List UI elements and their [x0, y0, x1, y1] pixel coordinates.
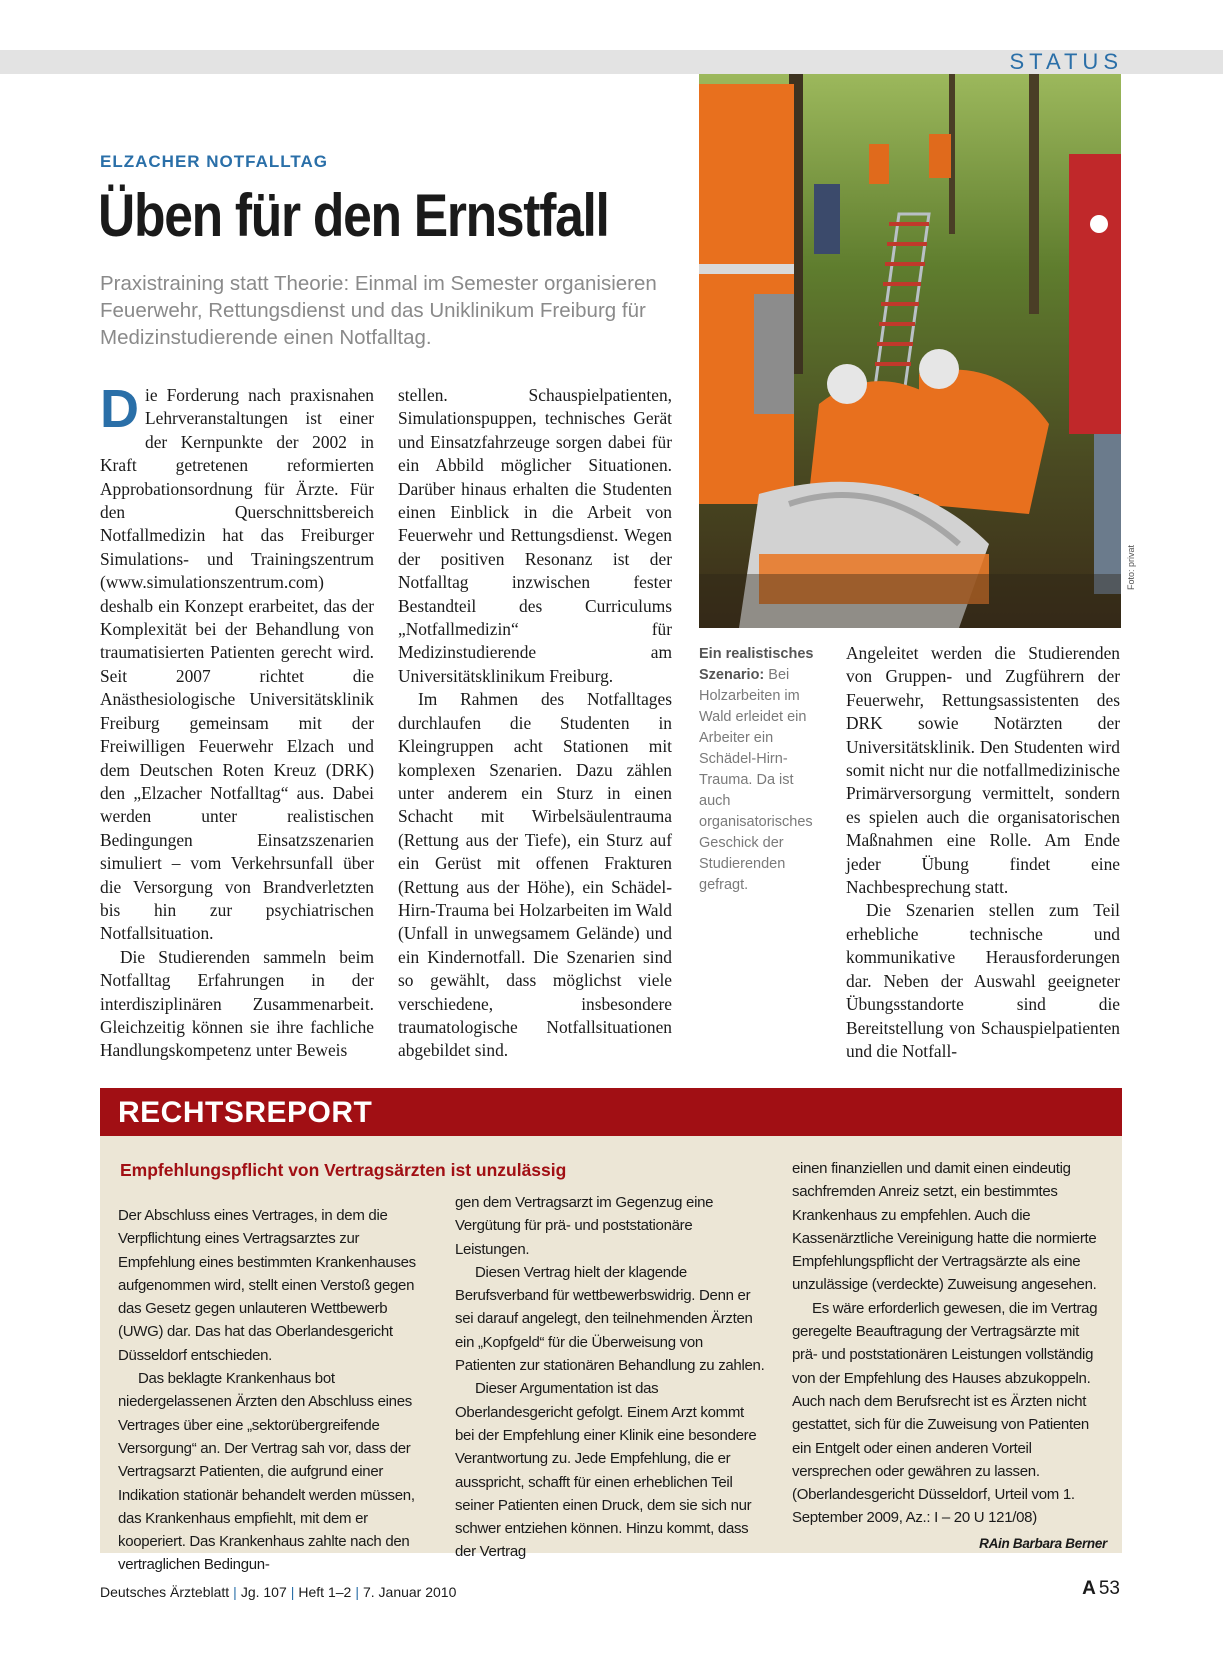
rechtsreport-paragraph: Der Abschluss eines Vertrages, in dem die Verpflichtung eines Vertragsarztes zur Empfehlung eines bestimmten Krankenhauses aufgenommen wird, stellt einen Verstoß gegen das Gesetz gegen unlauteren Wettbewerb (UWG) dar. Das hat das Oberlandesgericht Düsseldorf entschieden.: [118, 1207, 416, 1364]
article-paragraph: Die Szenarien stellen zum Teil erhebliche technische und kommunikative Herausforderungen dar. Neben der Auswahl geeigneter Übungsstandorte sind die Bereitstellung von Schauspielpatienten und die Notfall-: [846, 900, 1120, 1061]
journal-date: 7. Januar 2010: [362, 1584, 457, 1600]
article-headline: Üben für den Ernstfall: [98, 182, 609, 249]
paragraph-text: Es wäre erforderlich gewesen, die im Vertrag geregelte Beauftragung der Vertragsärzte mit prä- und poststationären Leistungen vollständig von der Empfehlung des Hauses abzukoppeln. Auch nach dem Berufsrecht ist es Ärzten nicht gestattet, sich für die Zuweisung von Patienten ein Entgelt oder einen anderen Vorteil versprechen oder gewähren zu lassen. (Oberlandesgericht Düsseldorf, Urteil vom 1. September 2009, Az.: I – 20 U 121/08): [792, 1299, 1098, 1527]
rechtsreport-paragraph: einen finanziellen und damit einen eindeutig sachfremden Anreiz setzt, ein bestimmtes Krankenhaus zu empfehlen. Auch die Kassenärztliche Vereinigung hatte die normierte Empfehlungspflicht der Vertragsärzte als eine unzulässige (verdeckte) Zuweisung angesehen.: [792, 1160, 1097, 1294]
page-footer: [100, 1584, 456, 1600]
section-label: STATUS: [1009, 49, 1123, 74]
rechtsreport-paragraph: Diesen Vertrag hielt der klagende Berufsverband für wettbewerbswidrig. Denn er sei darauf angelegt, den teilnehmenden Ärzten ein „Kopfgeld“ für die Überweisung von Patienten zur stationären Behandlung zu zahlen.: [455, 1263, 765, 1375]
rechtsreport-paragraph: Dieser Argumentation ist das Oberlandesgericht gefolgt. Einem Arzt kommt bei der Empfehlung einer Klinik eine besondere Verantwortung zu. Jede Empfehlung, die er ausspricht, schafft für einen erheblichen Teil seiner Patienten einen Druck, dem sie sich nur schwer entziehen können. Hinzu kommt, dass der Vertrag: [455, 1380, 757, 1561]
article-column-3: [846, 642, 1120, 1063]
rechtsreport-column-3: [792, 1157, 1107, 1555]
article-paragraph: Angeleitet werden die Studierenden von Gruppen- und Zugführern der Feuerwehr, Rettungsassistenten des DRK sowie Notärzten der Universitätsklinik. Den Studenten wird somit nicht nur die notfallmedizinische Primärversorgung vermittelt, sondern es spielen auch die organisatorischen Maßnahmen eine Rolle. Am Ende jeder Übung findet eine Nachbesprechung statt.: [846, 643, 1120, 898]
rechtsreport-column-1: [118, 1204, 428, 1577]
article-column-1: [100, 379, 374, 1063]
rechtsreport-paragraph: Das beklagte Krankenhaus bot niedergelassenen Ärzten den Abschluss eines Vertrages über eine „sektorübergreifende Versorgung“ an. Der Vertrag sah vor, dass der Vertragsarzt Patienten, die aufgrund einer Indikation stationär behandelt werden müssen, das Krankenhaus empfiehlt, mit dem er kooperiert. Das Krankenhaus zahlte nach den vertraglichen Bedingun-: [118, 1370, 415, 1574]
rechtsreport-title: RECHTSREPORT: [118, 1096, 373, 1129]
rechtsreport-subtitle: Empfehlungspflicht von Vertragsärzten ist unzulässig: [120, 1160, 567, 1180]
rechtsreport-column-2: [455, 1191, 765, 1564]
page-number-value: 53: [1098, 1578, 1120, 1599]
caption-text: Bei Holzarbeiten im Wald erleidet ein Arbeiter ein Schädel-Hirn-Trauma. Da ist auch organisatorisches Geschick der Studierenden gefragt.: [699, 667, 813, 893]
rechtsreport-paragraph: gen dem Vertragsarzt im Gegenzug eine Vergütung für prä- und poststationäre Leistungen.: [455, 1194, 714, 1258]
article-paragraph: Im Rahmen des Notfalltages durchlaufen die Studenten in Kleingruppen acht Stationen mit komplexen Szenarien. Dazu zählen unter anderem ein Sturz in einen Schacht mit Wirbelsäulentrauma (Rettung aus der Tiefe), ein Sturz auf ein Gerüst mit offenen Frakturen (Rettung aus der Höhe), ein Schädel-Hirn-Trauma bei Holzarbeiten im Wald (Unfall in unwegsamem Gelände) und ein Kindernotfall. Die Szenarien sind so gewählt, dass möglichst viele verschiedene, insbesondere traumatologische Notfallsituationen abgebildet sind.: [398, 689, 672, 1061]
article-paragraph: Die Studierenden sammeln beim Notfalltag Erfahrungen in der interdisziplinären Zusammenarbeit. Gleichzeitig können sie ihre fachliche Handlungskompetenz unter Beweis: [100, 946, 374, 1061]
drop-cap: D: [100, 379, 139, 439]
photo-credit: Foto: privat: [1126, 544, 1136, 590]
page-prefix: A: [1082, 1578, 1096, 1599]
article-paragraph: stellen. Schauspielpatienten, Simulationspuppen, technisches Gerät und Einsatzfahrzeuge sorgen dabei für ein Abbild möglicher Situationen. Darüber hinaus erhalten die Studenten einen Einblick in die Arbeit von Feuerwehr und Rettungsdienst. Wegen der positiven Resonanz ist der Notfalltag inzwischen fester Bestandteil des Curriculums „Notfallmedizin“ für Medizinstudierende am Universitätsklinikum Freiburg.: [398, 385, 672, 686]
footer-separator: |: [355, 1584, 359, 1600]
article-lead: Praxistraining statt Theorie: Einmal im Semester organisieren Feuerwehr, Rettungsdienst und das Uniklinikum Freiburg für Medizinstudierende einen Notfalltag.: [100, 272, 657, 349]
article-kicker: ELZACHER NOTFALLTAG: [100, 152, 329, 171]
paragraph-text: ie Forderung nach praxisnahen Lehrveranstaltungen ist einer der Kernpunkte der 2002 in Kraft getretenen reformierten Approbationsordnung für Ärzte. Für den Querschnittsbereich Notfallmedizin hat das Freiburger Simulations- und Trainingszentrum (www.simulationszentrum.com) deshalb ein Konzept erarbeitet, das der Komplexität bei der Behandlung von traumatisierten Patienten gerecht wird. Seit 2007 richtet die Anästhesiologische Universitätsklinik Freiburg gemeinsam mit der Freiwilligen Feuerwehr Elzach und dem Deutschen Roten Kreuz (DRK) den „Elzacher Notfalltag“ aus. Dabei werden unter realistischen Bedingungen Einsatzszenarien simuliert – vom Verkehrsunfall über die Versorgung von Brandverletzten bis hin zur psychiatrischen Notfallsituation.: [100, 385, 374, 944]
journal-issue: Heft 1–2: [298, 1584, 352, 1600]
rescue-scene-photo: [699, 74, 1121, 628]
page-number: [1082, 1578, 1120, 1600]
photo-caption: [699, 644, 827, 896]
rechtsreport-author: RAin Barbara Berner: [979, 1535, 1107, 1551]
journal-volume: Jg. 107: [240, 1584, 287, 1600]
caption-lead: Ein realistisches Szenario:: [699, 646, 814, 683]
article-paragraph: [100, 379, 374, 946]
footer-separator: |: [290, 1584, 295, 1600]
journal-name: Deutsches Ärzteblatt: [100, 1584, 230, 1600]
rechtsreport-paragraph: [792, 1297, 1107, 1551]
article-column-2: [398, 384, 672, 1063]
footer-separator: |: [233, 1584, 237, 1600]
